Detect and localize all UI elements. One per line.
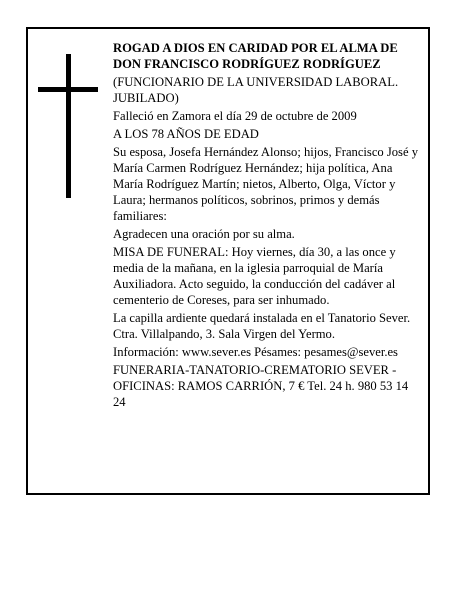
cross-icon [38, 54, 98, 198]
cross-vertical-bar [66, 54, 71, 198]
obituary-heading: ROGAD A DIOS EN CARIDAD POR EL ALMA DE DON FRANCISCO RODRÍGUEZ RODRÍGUEZ [113, 41, 398, 71]
obituary-role: (FUNCIONARIO DE LA UNIVERSIDAD LABORAL. JUBILADO) [113, 75, 399, 105]
obituary-chapel: La capilla ardiente quedará instalada en el Tanatorio Sever. Ctra. Villalpando, 3. Sala Virgen del Yermo. [113, 311, 411, 341]
obituary-info: Información: www.sever.es Pésames: pesames@sever.es [113, 345, 398, 359]
obituary-age: A LOS 78 AÑOS DE EDAD [113, 127, 259, 141]
obituary-funeral-home: FUNERARIA-TANATORIO-CREMATORIO SEVER - OFICINAS: RAMOS CARRIÓN, 7 € Tel. 24 h. 980 53 14 24 [113, 363, 409, 409]
obituary-death: Falleció en Zamora el día 29 de octubre de 2009 [113, 109, 357, 123]
obituary-mass: MISA DE FUNERAL: Hoy viernes, día 30, a las once y media de la mañana, en la iglesia parroquial de María Auxiliadora. Acto seguido, la conducción del cadáver al cementerio de Coreses, para ser inhumado. [113, 245, 396, 307]
obituary-thanks: Agradecen una oración por su alma. [113, 227, 295, 241]
obituary-text [113, 40, 423, 412]
cross-horizontal-bar [38, 87, 98, 92]
obituary-family: Su esposa, Josefa Hernández Alonso; hijos, Francisco José y María Carmen Rodríguez Hernández; hija política, Ana María Rodríguez Martín; nietos, Alberto, Olga, Víctor y Laura; hermanos políticos, sobrinos, primos y demás familiares: [113, 145, 418, 223]
